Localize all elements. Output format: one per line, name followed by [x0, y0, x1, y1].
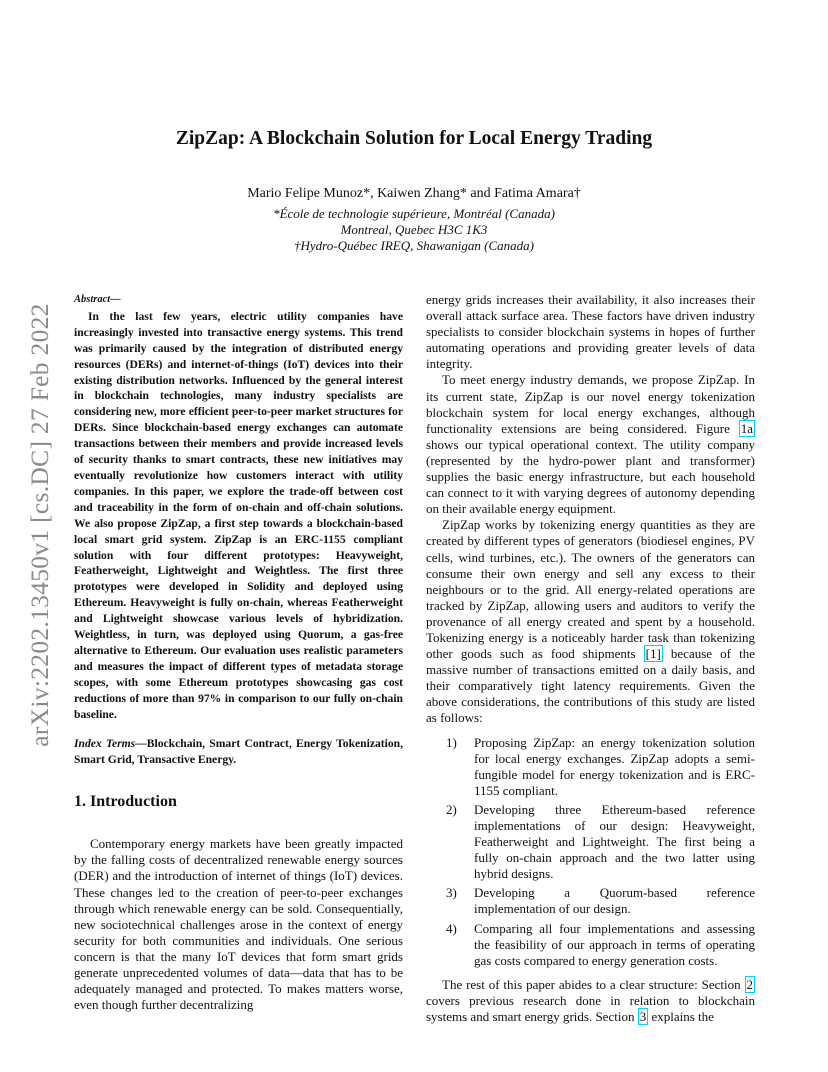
abstract-text: In the last few years, electric utility companies have increasingly invested into transactive energy systems. This trend was primarily caused by the integration of distributed energy resources (DERs) and internet-of-things (IoT) devices into their existing distribution networks. Influenced by the general interest in blockchain technologies, many industry specialists are considering new, more efficient peer-to-peer market structures for DERs. Since blockchain-based energy exchanges can automate transactions between their members and provide increased levels of security thanks to smart contracts, these new initiatives may eventually revolutionize how customers interact with utility companies. In this paper, we explore the trade-off between cost and traceability in the form of on-chain and off-chain solutions. We also propose ZipZap, a first step towards a blockchain-based local smart grid system. ZipZap is an ERC-1155 compliant solution with four different prototypes: Heavyweight, Featherweight, Lightweight and Weightless. The first three prototypes were developed in Solidity and deployed using Ethereum. Heavyweight is fully on-chain, whereas Featherweight and Lightweight showcase various levels of hybridization. Weightless, in turn, was deployed using Quorum, a gas-free alternative to Ethereum. Our evaluation uses realistic parameters and measures the impact of different types of metadata storage scopes, with some Ethereum prototypes showcasing gas cost reductions of more than 97% in comparison to our fully on-chain baseline. — [74, 309, 403, 721]
right-column — [426, 292, 755, 1025]
index-terms — [74, 736, 403, 768]
affiliation-3: †Hydro-Québec IREQ, Shawanigan (Canada) — [294, 238, 534, 253]
list-item — [426, 921, 755, 969]
affiliation-2: Montreal, Quebec H3C 1K3 — [340, 222, 488, 237]
contributions-list — [426, 735, 755, 969]
section-ref-link[interactable]: 2 — [746, 976, 753, 992]
list-number: 2) — [446, 801, 457, 817]
paper-title: ZipZap: A Blockchain Solution for Local Energy Trading — [175, 128, 653, 149]
list-item — [426, 735, 755, 799]
text: To meet energy industry demands, we propose ZipZap. In its current state, ZipZap is our novel energy tokenization blockchain system for local energy exchanges, although functionality extensions are being considered. Figure — [426, 372, 755, 436]
text: ZipZap works by tokenizing energy quantities as they are created by different types of generators (biodiesel engines, PV cells, wind turbines, etc.). The owners of the generators can consume their own energy and sell any excess to their neighbours or to the grid. All energy-related operations are tracked by ZipZap, allowing users and auditors to verify the provenance of all energy created and spent by a household. Tokenizing energy is a noticeably harder task than tokenizing other goods such as food shipments — [426, 517, 755, 662]
intro-paragraph: Contemporary energy markets have been greatly impacted by the falling costs of decentralized renewable energy sources (DER) and the introduction of internet of things (IoT) devices. These changes led to the creation of peer-to-peer exchanges through which renewable energy can be sold. Consequentially, new sociotechnical challenges arose in the context of energy security for both communities and individuals. One serious concern is that the many IoT devices that form smart grids generate unprecedented volumes of data—data that has to be adequately managed and protected. To makes matters worse, even though further decentralizing — [74, 836, 403, 1013]
text: explains the — [648, 1009, 714, 1025]
intro-paragraph-continued: energy grids increases their availability, it also increases their overall attack surface area. These factors have driven industry specialists to consider blockchain systems in hopes of further automating operations and providing greater levels of data integrity. — [426, 292, 755, 372]
text: because of the massive number of transactions emitted on a daily basis, and their comparatively tight latency requirements. Given the above considerations, the contributions of this study are listed as follows: — [426, 646, 755, 726]
list-text: Developing three Ethereum-based reference implementations of our design: Heavyweight, Featherweight and Lightweight. The first being a fully on-chain approach and the two latter using hybrid designs. — [474, 801, 755, 882]
list-item — [426, 802, 755, 882]
list-item — [426, 885, 755, 917]
list-text: Proposing ZipZap: an energy tokenization solution for local energy exchanges. ZipZap adopts a semi-fungible model for energy tokenization and is ERC-1155 compliant. — [474, 734, 755, 798]
abstract-heading: Abstract— — [74, 294, 121, 305]
index-terms-text: —Blockchain, Smart Contract, Energy Tokenization, Smart Grid, Transactive Energy. — [74, 737, 403, 767]
list-number: 4) — [446, 920, 457, 936]
section-heading-introduction: 1. Introduction — [74, 793, 177, 811]
list-number: 1) — [446, 734, 457, 750]
index-terms-label: Index Terms — [74, 737, 136, 751]
text: covers previous research done in relation to blockchain systems and smart energy grids. Section — [426, 992, 755, 1025]
arxiv-watermark: arXiv:2202.13450v1 [cs.DC] 27 Feb 2022 — [25, 303, 54, 747]
zipzap-paragraph — [426, 372, 755, 517]
text: The rest of this paper abides to a clear structure: Section — [442, 976, 745, 992]
tokenization-paragraph — [426, 517, 755, 726]
paper-authors: Mario Felipe Munoz*, Kaiwen Zhang* and Fatima Amara† — [247, 186, 581, 201]
left-column — [74, 292, 403, 1013]
abstract — [74, 292, 403, 722]
section-ref-link[interactable]: 3 — [639, 1009, 647, 1025]
citation-link[interactable]: [1] — [645, 646, 661, 662]
figure-ref-link[interactable]: 1a — [740, 420, 753, 436]
list-text: Comparing all four implementations and assessing the feasibility of our approach in terms of operating gas costs compared to energy generation costs. — [474, 920, 755, 968]
list-number: 3) — [446, 885, 457, 901]
text: shows our typical operational context. The utility company (represented by the hydro-power plant and transformer) supplies the basic energy infrastructure, but each household can connect to it with varying degrees of autonomy depending on their available energy equipment. — [426, 436, 755, 517]
list-text: Developing a Quorum-based reference implementation of our design. — [474, 885, 755, 917]
structure-paragraph — [426, 977, 755, 1025]
affiliation-1: *École de technologie supérieure, Montréal (Canada) — [273, 206, 555, 221]
